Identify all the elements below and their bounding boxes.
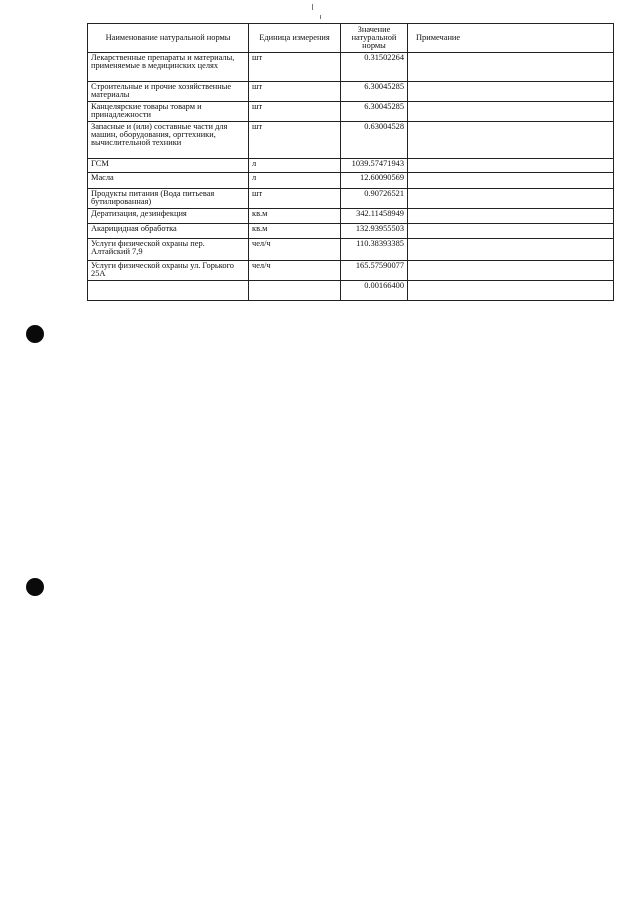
row-value: 6.30045285 xyxy=(341,102,408,122)
table-row xyxy=(88,53,614,82)
row-value: 132.93955503 xyxy=(341,224,408,239)
row-value: 165.57590077 xyxy=(341,261,408,281)
row-name: Канцелярские товары товарм и принадлежности xyxy=(88,102,249,122)
row-unit: кв.м xyxy=(249,224,341,239)
natural-norms-table xyxy=(87,23,614,301)
row-value: 0.00166400 xyxy=(341,281,408,301)
row-unit: л xyxy=(249,159,341,173)
row-unit: л xyxy=(249,173,341,189)
row-name: Лекарственные препараты и материалы, применяемые в медицинских целях xyxy=(88,53,249,82)
table-row xyxy=(88,173,614,189)
row-value: 6.30045285 xyxy=(341,82,408,102)
scan-speck xyxy=(320,15,321,19)
row-unit: чел/ч xyxy=(249,239,341,261)
row-note xyxy=(408,239,614,261)
row-name: Акарицидная обработка xyxy=(88,224,249,239)
row-value: 0.63004528 xyxy=(341,122,408,159)
row-note xyxy=(408,261,614,281)
row-name xyxy=(88,281,249,301)
row-unit: шт xyxy=(249,122,341,159)
row-note xyxy=(408,122,614,159)
punch-hole xyxy=(26,578,44,596)
row-value: 0.90726521 xyxy=(341,189,408,209)
row-value: 0.31502264 xyxy=(341,53,408,82)
row-unit: шт xyxy=(249,189,341,209)
table-row xyxy=(88,224,614,239)
row-name: Услуги физической охраны пер. Алтайский 7,9 xyxy=(88,239,249,261)
table-row xyxy=(88,239,614,261)
row-name: Дератизация, дезинфекция xyxy=(88,209,249,224)
header-note: Примечание xyxy=(408,24,614,53)
row-value: 12.60090569 xyxy=(341,173,408,189)
row-note xyxy=(408,281,614,301)
scan-speck xyxy=(312,4,313,10)
table-header-row xyxy=(88,24,614,53)
table-row xyxy=(88,102,614,122)
table-row xyxy=(88,209,614,224)
table-row xyxy=(88,82,614,102)
table-row xyxy=(88,261,614,281)
row-note xyxy=(408,209,614,224)
row-value: 110.38393385 xyxy=(341,239,408,261)
row-note xyxy=(408,82,614,102)
row-note xyxy=(408,173,614,189)
table-row xyxy=(88,122,614,159)
row-name: Строительные и прочие хозяйственные материалы xyxy=(88,82,249,102)
row-note xyxy=(408,102,614,122)
table-row xyxy=(88,159,614,173)
row-note xyxy=(408,159,614,173)
header-name: Наименование натуральной нормы xyxy=(88,24,249,53)
table-row xyxy=(88,189,614,209)
row-name: Запасные и (или) составные части для машин, оборудования, оргтехники, вычислительной техники xyxy=(88,122,249,159)
header-value: Значение натуральной нормы xyxy=(341,24,408,53)
row-unit: шт xyxy=(249,102,341,122)
header-unit: Единица измерения xyxy=(249,24,341,53)
row-value: 1039.57471943 xyxy=(341,159,408,173)
row-value: 342.11458949 xyxy=(341,209,408,224)
row-note xyxy=(408,189,614,209)
row-unit xyxy=(249,281,341,301)
row-note xyxy=(408,224,614,239)
row-name: ГСМ xyxy=(88,159,249,173)
row-unit: шт xyxy=(249,53,341,82)
row-note xyxy=(408,53,614,82)
row-unit: кв.м xyxy=(249,209,341,224)
row-name: Услуги физической охраны ул. Горького 25А xyxy=(88,261,249,281)
row-unit: чел/ч xyxy=(249,261,341,281)
row-name: Масла xyxy=(88,173,249,189)
punch-hole xyxy=(26,325,44,343)
table-row xyxy=(88,281,614,301)
row-unit: шт xyxy=(249,82,341,102)
row-name: Продукты питания (Вода питьевая бутилированная) xyxy=(88,189,249,209)
